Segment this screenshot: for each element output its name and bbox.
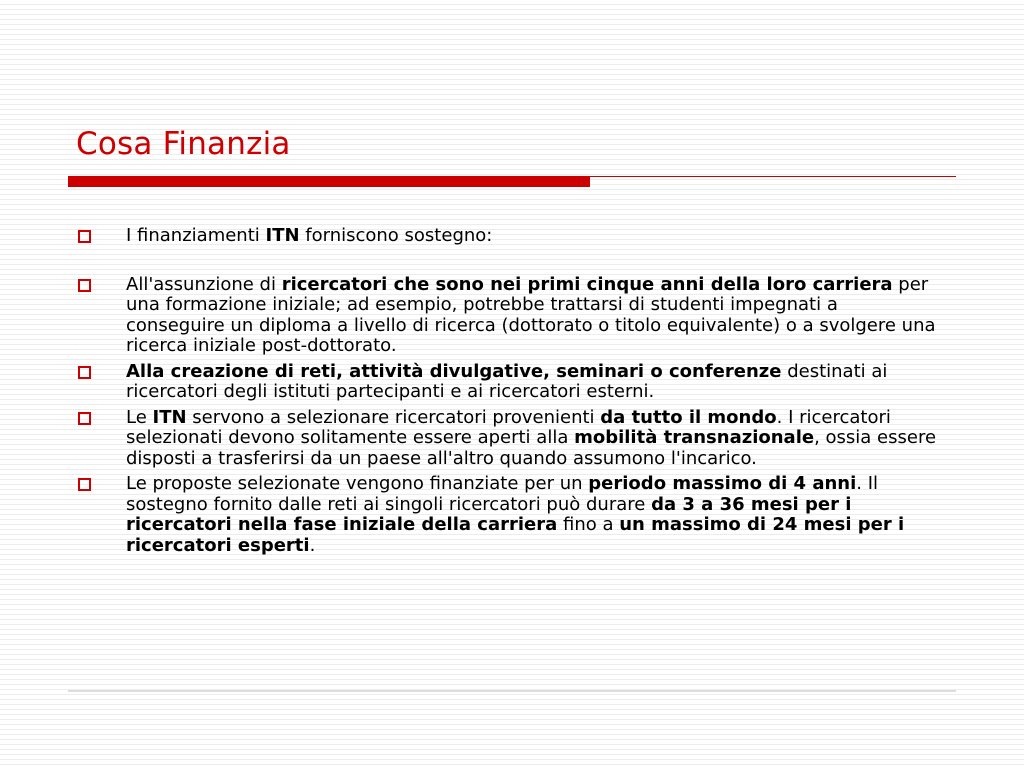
bullet-text: Le proposte selezionate vengono finanziate per un periodo massimo di 4 anni. Il sostegno fornito dalle reti ai singoli ricercatori può durare da 3 a 36 mesi per i ricercatori nella fase iniziale della carriera fino a un massimo di 24 mesi per i ricercatori esperti. xyxy=(126,473,905,556)
bullet-item-4 xyxy=(76,408,938,470)
square-bullet-icon xyxy=(78,279,91,292)
bullet-text: I finanziamenti ITN forniscono sostegno: xyxy=(126,225,493,246)
bullet-item-3 xyxy=(76,362,938,403)
title-rule-thin xyxy=(590,176,956,177)
square-bullet-icon xyxy=(78,478,91,491)
slide-title: Cosa Finanzia xyxy=(76,126,291,162)
title-rule-thick xyxy=(68,176,590,187)
bullet-item-5 xyxy=(76,474,938,556)
square-bullet-icon xyxy=(78,230,91,243)
bullet-text: All'assunzione di ricercatori che sono nei primi cinque anni della loro carriera per una formazione iniziale; ad esempio, potrebbe trattarsi di studenti impegnati a conseguire un diploma a livello di ricerca (dottorato o titolo equivalente) o a svolgere una ricerca iniziale post-dottorato. xyxy=(126,273,936,356)
bullet-text: Alla creazione di reti, attività divulgative, seminari o conferenze destinati ai ricercatori degli istituti partecipanti e ai ricercatori esterni. xyxy=(126,360,888,402)
bullet-item-2 xyxy=(76,275,938,357)
bullet-text: Le ITN servono a selezionare ricercatori provenienti da tutto il mondo. I ricercatori selezionati devono solitamente essere aperti alla mobilità transnazionale, ossia essere disposti a trasferirsi da un paese all'altro quando assumono l'incarico. xyxy=(126,406,937,469)
bullet-item-1 xyxy=(76,226,938,247)
footer-rule xyxy=(68,690,956,692)
square-bullet-icon xyxy=(78,366,91,379)
square-bullet-icon xyxy=(78,412,91,425)
bullet-list xyxy=(76,226,938,561)
